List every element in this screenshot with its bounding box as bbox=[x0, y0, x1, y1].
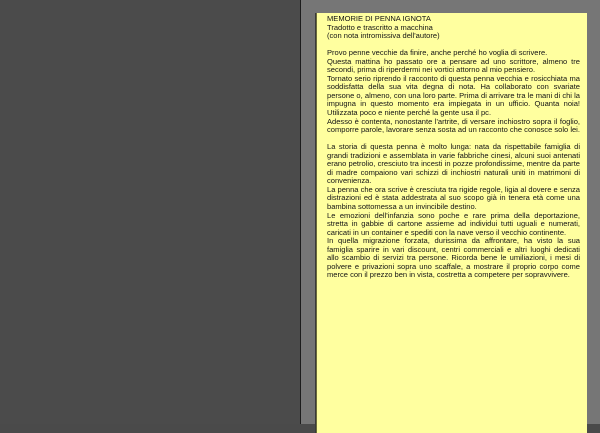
document-subtitle: Tradotto e trascritto a macchina bbox=[327, 22, 433, 32]
document-page bbox=[316, 13, 587, 433]
left-page-area bbox=[0, 0, 301, 424]
paragraph: Adesso è contenta, nonostante l'artrite, di versare inchiostro sopra il foglio, comporre parole, lavorare senza sosta ad un racconto che conosce solo lei. bbox=[327, 116, 580, 135]
document-note: (con nota intromissiva dell'autore) bbox=[327, 31, 440, 41]
document-title: MEMORIE DI PENNA IGNOTA bbox=[327, 14, 431, 23]
paragraph: Le emozioni dell'infanzia sono poche e rare prima della deportazione, stretta in gabbie di cartone assieme ad individui tutti uguali e numerati, caricati in un container e spediti con la nave verso il vecchio continente. bbox=[327, 210, 580, 237]
paragraph: In quella migrazione forzata, durissima da affrontare, ha visto la sua famiglia sparire in vari discount, centri commerciali e altri luoghi dedicati allo scambio di servizi tra persone. Ricorda bene le umiliazioni, i mesi di polvere e privazioni sopra uno scaffale, a mostrare il proprio corpo come merce con il prezzo ben in vista, costretta a competere per sopravvivere. bbox=[327, 236, 580, 280]
paragraph: La penna che ora scrive è cresciuta tra rigide regole, ligia al dovere e senza distrazioni ed è stata addestrata al suo scopo già in tenera età come una bambina sottomessa a un invincibile destino. bbox=[327, 184, 580, 212]
paragraph: La storia di questa penna è molto lunga: nata da rispettabile famiglia di grandi tradizioni e assemblata in varie fabbriche cinesi, alcuni suoi antenati erano petrolio, cresciuto tra incesti in pozze profondissime, mentre da parte di madre compaiono vari schizzi di inchiostri naturali uniti in matrimoni di convenienza. bbox=[327, 142, 580, 186]
paragraph: Tornato serio riprendo il racconto di questa penna vecchia e rosicchiata ma soddisfatta della sua vita degna di nota. Ha collaborato con svariate persone o, almeno, con una loro parte. Prima di arrivare tra le mani di chi la impugna in questo momento era impiegata in un ufficio. Quanta noia! Utilizzata poco e niente perché la gente usa il pc. bbox=[327, 73, 580, 118]
paragraph: Provo penne vecchie da finire, anche perché ho voglia di scrivere. bbox=[327, 48, 548, 58]
paragraph: Questa mattina ho passato ore a pensare ad uno scrittore, almeno tre secondi, prima di riperdermi nei vortici attorno al mio pensiero. bbox=[327, 56, 580, 75]
document-text bbox=[327, 15, 580, 280]
